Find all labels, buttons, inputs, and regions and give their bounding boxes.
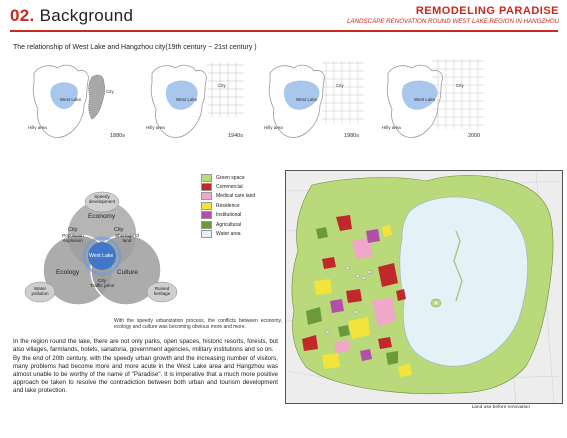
venn-water-line1: Water	[33, 286, 47, 291]
venn-diagram	[22, 180, 182, 320]
venn-ruined-line2: heritage	[153, 291, 171, 296]
legend-item-institutional	[201, 211, 255, 220]
venn-shortage-line2: land	[122, 238, 132, 243]
legend-item-residence	[201, 201, 255, 210]
venn-ruined-line1: Ruined	[154, 286, 170, 291]
map-1880s-hill-label: Hilly area	[28, 125, 47, 130]
venn-city-top-label: City	[68, 227, 78, 233]
venn-shortage-line1: Shortage of	[115, 233, 139, 238]
venn-water-line2: pollution	[31, 291, 49, 296]
venn-speedy-label	[86, 194, 118, 204]
legend-item-agricultural	[201, 220, 255, 229]
legend-label: Residence	[216, 202, 240, 209]
map-1940s-year: 1940s	[228, 133, 243, 139]
venn-ruined-label	[148, 286, 176, 296]
venn-water-label	[26, 286, 54, 296]
map-1980s-city-label: City	[336, 83, 344, 88]
legend-swatch	[201, 211, 212, 219]
venn-center-label: West Lake	[89, 253, 114, 259]
legend-item-green	[201, 173, 255, 182]
venn-traffic-line1: City	[97, 279, 107, 284]
legend-item-medical	[201, 192, 255, 201]
timeline-map-1980s	[264, 55, 368, 147]
land-use-map	[285, 170, 563, 404]
project-subtitle: LANDSCAPE RENOVATION ROUND WEST LAKE REGION IN HANGZHOU	[346, 18, 559, 25]
legend-swatch	[201, 174, 212, 182]
legend-swatch	[201, 183, 212, 191]
map-2000-year: 2000	[468, 133, 481, 139]
legend-swatch	[201, 192, 212, 200]
body-paragraph-1: In the region round the lake, there are not only parks, open spaces, historic resorts, forests, but also villages, farmlands, hotels, sanatoria, government agencies, military institutions and so on.	[13, 338, 278, 354]
venn-population-line2: explosion	[63, 238, 83, 243]
map-2000-lake-label: West Lake	[414, 97, 436, 102]
legend-item-water	[201, 229, 255, 238]
map-1980s-year: 1980s	[344, 133, 359, 139]
venn-population-label	[58, 233, 88, 243]
map-1880s-lake-label: West Lake	[60, 97, 82, 102]
legend-label: Water area	[216, 231, 241, 238]
timeline-map-1880s	[28, 55, 132, 147]
map-1980s-hill-label: Hilly area	[264, 125, 283, 130]
header-rule	[10, 30, 558, 32]
legend-swatch	[201, 230, 212, 238]
map-1940s-hill-label: Hilly area	[146, 125, 165, 130]
section-heading: Background	[39, 6, 134, 25]
section-title	[10, 6, 133, 26]
venn-shortage-label	[112, 233, 142, 243]
legend-label: Medical care land	[216, 193, 256, 200]
legend-swatch	[201, 202, 212, 210]
land-use-map-graphic	[286, 171, 562, 403]
body-paragraph-2: By the end of 20th century, with the speedy urban growth and the increasing number of visitors, many problems had become more and more acute in the West Lake area and Hangzhou was almost unable to be worthy of the name of "Paradise". It is imperative that a much more positive approach be taken to resolve the contradiction between both urban and tourism development and lake protection.	[13, 355, 278, 395]
project-title: REMODELING PARADISE	[415, 5, 559, 17]
legend-item-commercial	[201, 182, 255, 191]
body-text	[13, 338, 278, 396]
venn-traffic-label	[88, 279, 116, 289]
map-1880s-city-label: City	[106, 89, 114, 94]
venn-traffic-line2: Traffic jams	[89, 284, 115, 289]
legend-label: Commercial	[216, 184, 243, 191]
section-number: 02.	[10, 6, 35, 25]
legend-label: Green space	[216, 174, 245, 181]
legend-label: Institutional	[216, 212, 242, 219]
map-1940s-city-label: City	[218, 83, 226, 88]
venn-speedy-line1: Speedy	[94, 194, 110, 199]
timeline-map-2000	[382, 55, 486, 147]
map-2000-hill-label: Hilly area	[382, 125, 401, 130]
timeline-map-1940s	[146, 55, 250, 147]
map-1940s-lake-label: West Lake	[176, 97, 198, 102]
map-2000-city-label: City	[456, 83, 464, 88]
legend-swatch	[201, 221, 212, 229]
venn-culture-label: Culture	[117, 269, 138, 276]
venn-population-line1: Population	[62, 233, 84, 238]
map-1880s-year: 1880s	[110, 133, 125, 139]
map-caption: Land use before renovation	[471, 405, 530, 410]
venn-speedy-line2: development	[88, 199, 116, 204]
legend-label: Agricultural	[216, 221, 242, 228]
venn-caption: With the speedy urbanization process, the conflicts between economy, ecology and culture was becoming obvious more and more.	[114, 318, 282, 331]
land-use-legend	[201, 173, 255, 239]
venn-city-right-label: City	[114, 227, 124, 233]
venn-economy-label: Economy	[88, 213, 116, 220]
map-1980s-lake-label: West Lake	[296, 97, 318, 102]
timeline-heading: The relationship of West Lake and Hangzhou city(19th century ~ 21st century )	[13, 44, 257, 51]
venn-ecology-label: Ecology	[56, 269, 80, 276]
